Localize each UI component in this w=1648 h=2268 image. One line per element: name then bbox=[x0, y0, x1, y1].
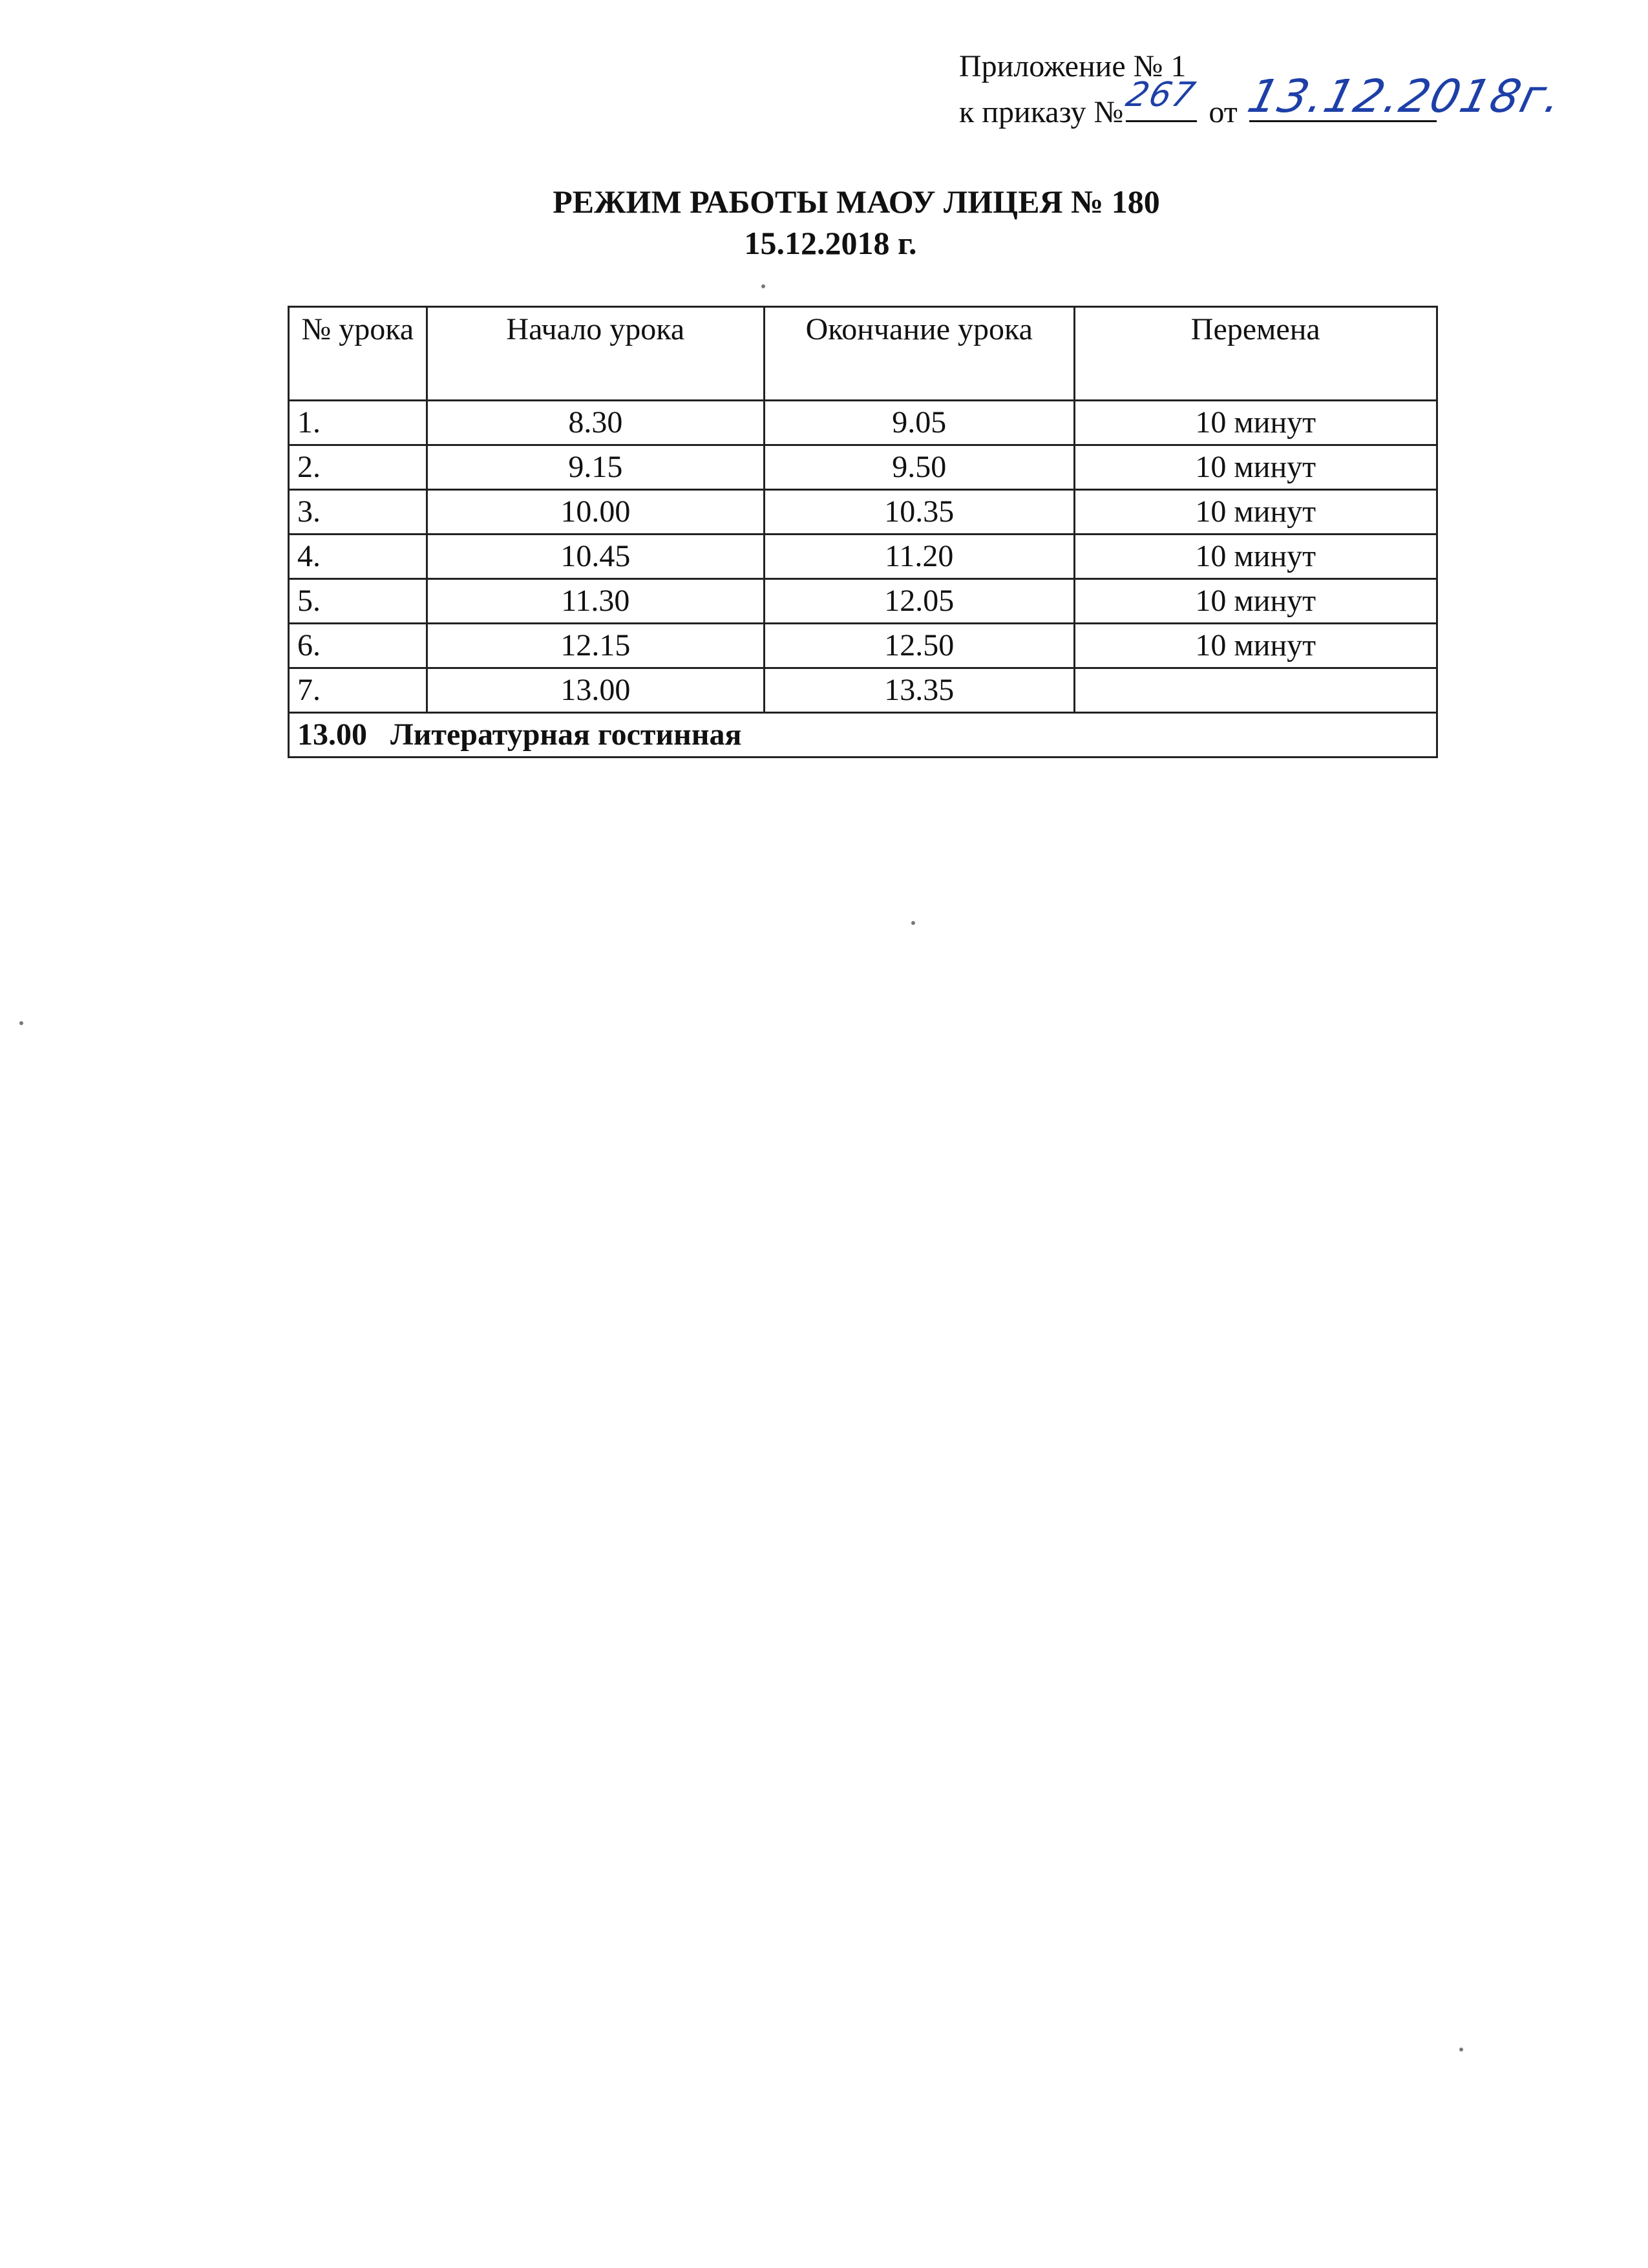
appendix-block bbox=[959, 45, 1592, 134]
table-footer-row bbox=[289, 713, 1437, 758]
cell-break: 10 минут bbox=[1074, 445, 1437, 490]
cell-end: 13.35 bbox=[765, 668, 1074, 713]
cell-end: 10.35 bbox=[765, 490, 1074, 535]
table-row bbox=[289, 401, 1437, 445]
cell-break bbox=[1074, 668, 1437, 713]
cell-start: 10.00 bbox=[427, 490, 764, 535]
table-row bbox=[289, 668, 1437, 713]
cell-start: 13.00 bbox=[427, 668, 764, 713]
table-row bbox=[289, 579, 1437, 624]
cell-start: 9.15 bbox=[427, 445, 764, 490]
header-break: Перемена bbox=[1074, 307, 1437, 401]
cell-end: 11.20 bbox=[765, 535, 1074, 579]
order-reference bbox=[959, 70, 1592, 134]
order-number-handwritten: 267 bbox=[1122, 76, 1201, 114]
order-date-blank bbox=[1242, 70, 1569, 123]
order-prefix: к приказу № bbox=[959, 95, 1124, 129]
cell-start: 8.30 bbox=[427, 401, 764, 445]
document-date: 15.12.2018 г. bbox=[744, 225, 917, 261]
order-number-blank bbox=[1122, 76, 1201, 122]
cell-start: 11.30 bbox=[427, 579, 764, 624]
cell-start: 12.15 bbox=[427, 624, 764, 668]
scan-speck bbox=[761, 284, 765, 288]
table-row bbox=[289, 535, 1437, 579]
cell-end: 12.05 bbox=[765, 579, 1074, 624]
cell-lesson-number: 3. bbox=[289, 490, 427, 535]
schedule-table bbox=[288, 306, 1438, 758]
table-row bbox=[289, 490, 1437, 535]
cell-lesson-number: 5. bbox=[289, 579, 427, 624]
cell-break: 10 минут bbox=[1074, 624, 1437, 668]
literary-lounge-note: 13.00 Литературная гостинная bbox=[289, 713, 1437, 758]
table-header-row bbox=[289, 307, 1437, 401]
scan-speck bbox=[911, 921, 915, 925]
scan-speck bbox=[1459, 2048, 1463, 2051]
scan-speck bbox=[19, 1021, 23, 1025]
order-date-handwritten: 13.12.2018г. bbox=[1242, 70, 1569, 123]
cell-lesson-number: 6. bbox=[289, 624, 427, 668]
header-start: Начало урока bbox=[427, 307, 764, 401]
cell-end: 12.50 bbox=[765, 624, 1074, 668]
cell-lesson-number: 2. bbox=[289, 445, 427, 490]
from-label: от bbox=[1209, 95, 1238, 129]
cell-break: 10 минут bbox=[1074, 579, 1437, 624]
cell-start: 10.45 bbox=[427, 535, 764, 579]
document-title: РЕЖИМ РАБОТЫ МАОУ ЛИЦЕЯ № 180 bbox=[553, 184, 1160, 220]
cell-lesson-number: 4. bbox=[289, 535, 427, 579]
cell-break: 10 минут bbox=[1074, 535, 1437, 579]
appendix-title: Приложение № 1 bbox=[959, 49, 1187, 83]
cell-end: 9.50 bbox=[765, 445, 1074, 490]
header-end: Окончание урока bbox=[765, 307, 1074, 401]
table-row bbox=[289, 445, 1437, 490]
cell-lesson-number: 7. bbox=[289, 668, 427, 713]
cell-end: 9.05 bbox=[765, 401, 1074, 445]
cell-lesson-number: 1. bbox=[289, 401, 427, 445]
table-row bbox=[289, 624, 1437, 668]
header-lesson-number: № урока bbox=[289, 307, 427, 401]
cell-break: 10 минут bbox=[1074, 401, 1437, 445]
cell-break: 10 минут bbox=[1074, 490, 1437, 535]
